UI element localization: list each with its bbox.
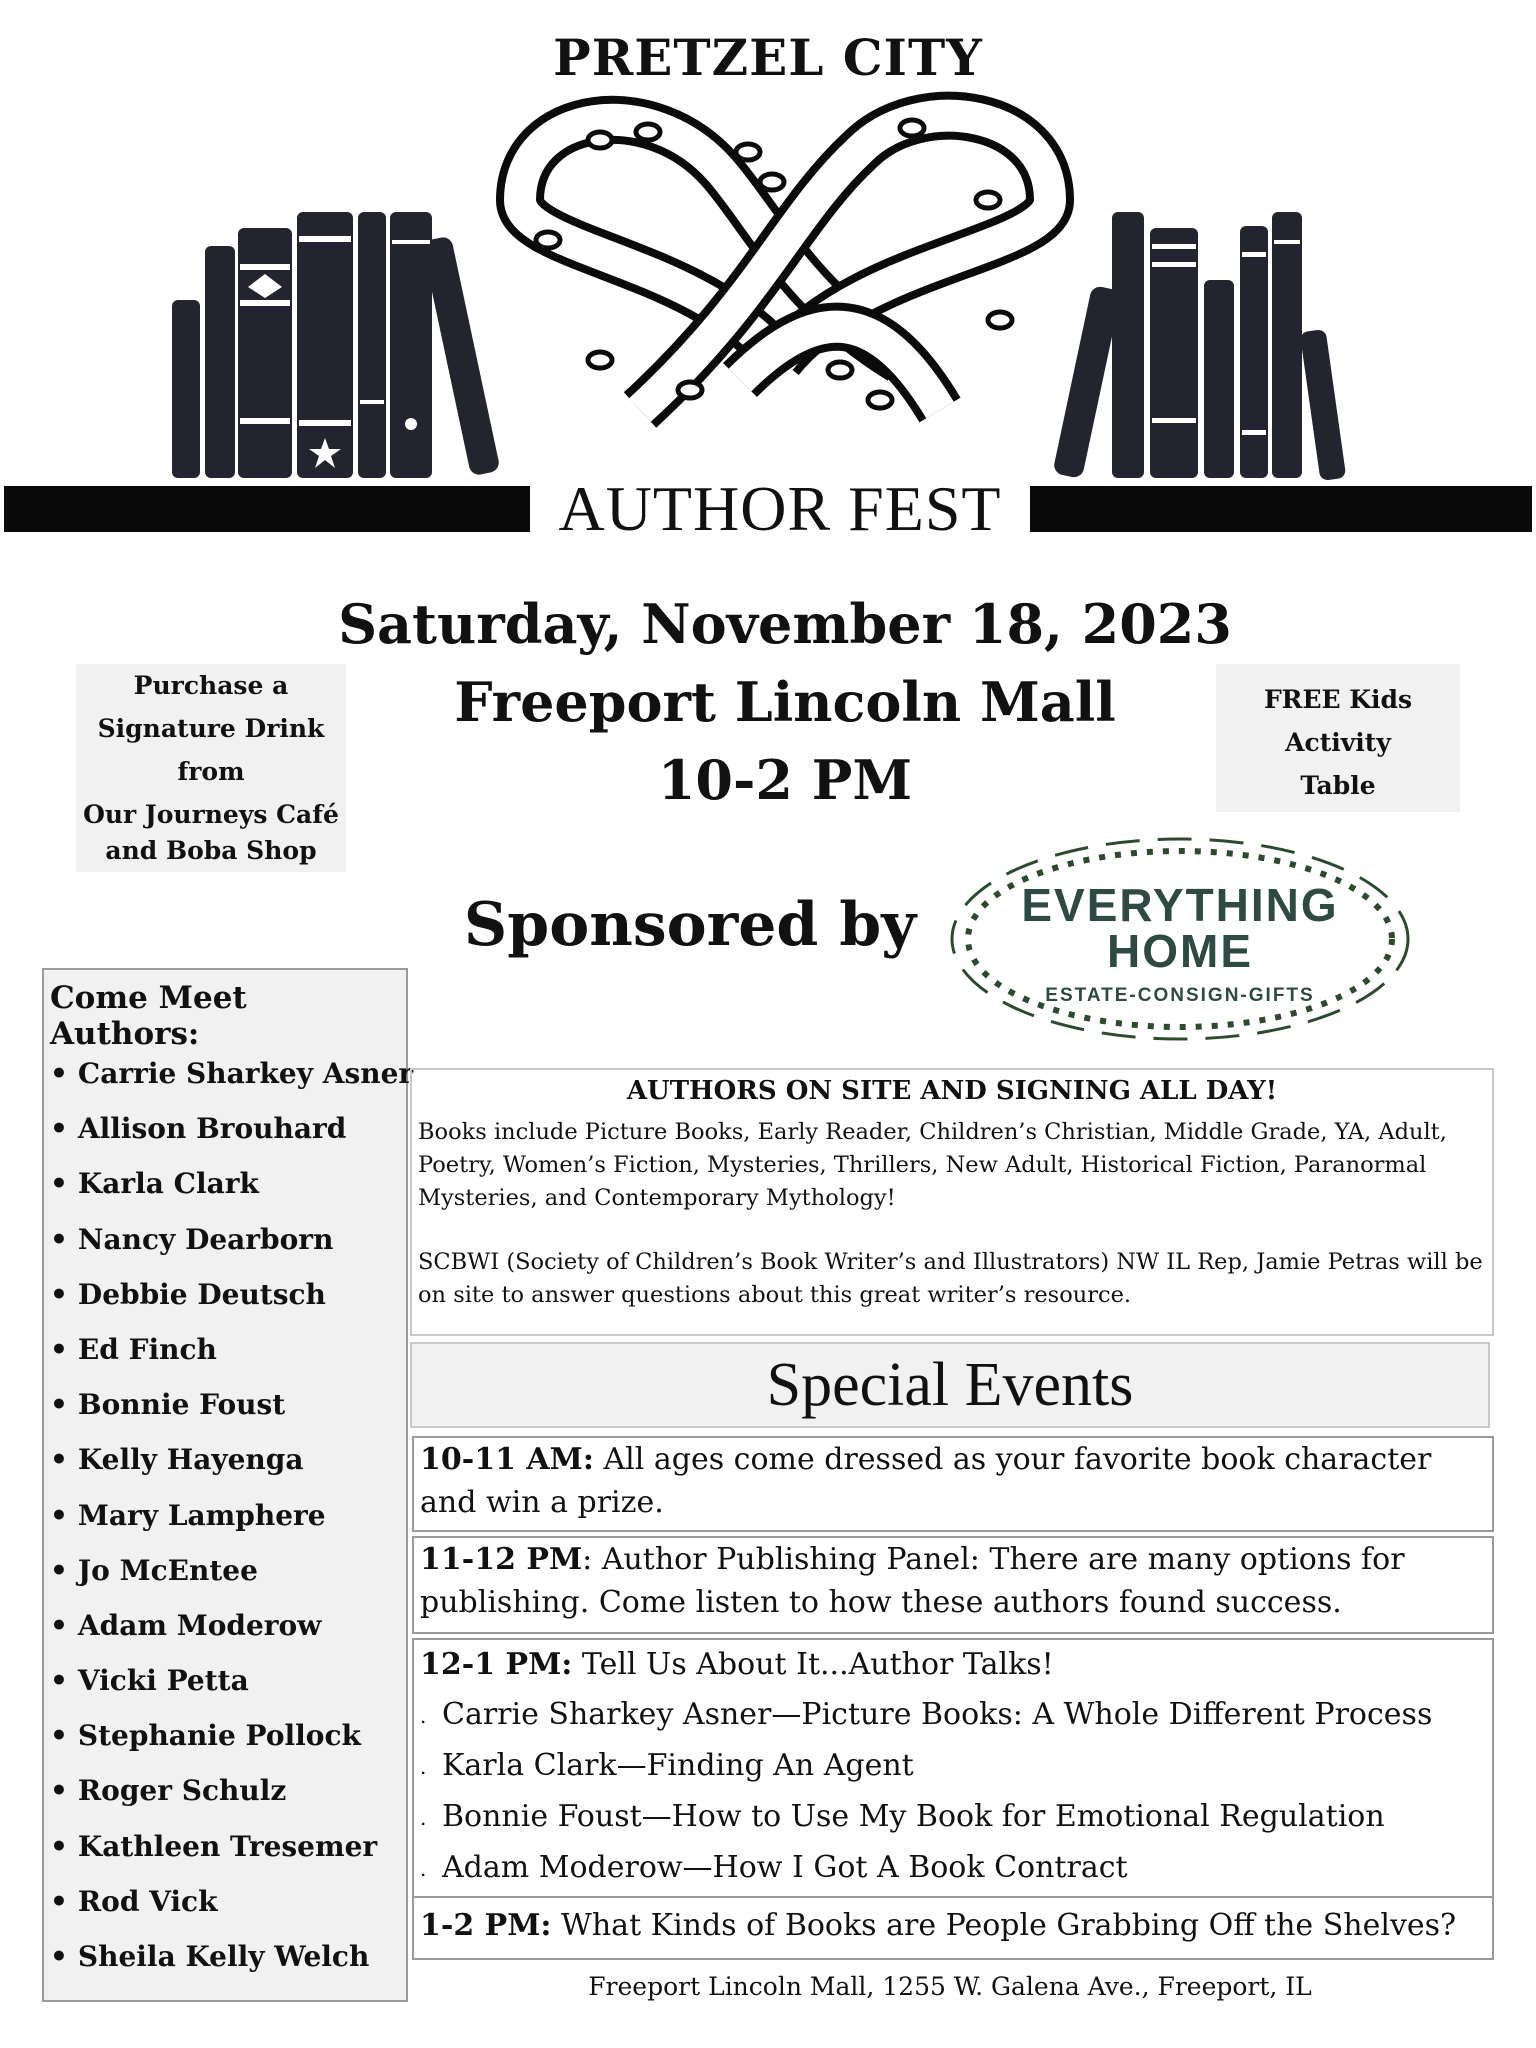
author-name: • Sheila Kelly Welch bbox=[50, 1937, 413, 1992]
event-time-label: 11-12 PM bbox=[420, 1542, 583, 1577]
drink-note-line: Signature Drink bbox=[97, 714, 325, 743]
kids-note-line: Table bbox=[1300, 771, 1376, 800]
pretzel-icon bbox=[520, 116, 1050, 410]
drink-note-line: from bbox=[177, 757, 245, 786]
talk-item: . Bonnie Foust—How to Use My Book for Emotional Regulation bbox=[420, 1799, 1385, 1834]
left-books-icon bbox=[172, 212, 501, 478]
drink-note-line: and Boba Shop bbox=[105, 836, 317, 865]
event-time-label: 12-1 PM: bbox=[420, 1647, 573, 1682]
event-item bbox=[412, 1896, 1494, 1960]
author-name: • Bonnie Foust bbox=[50, 1385, 413, 1440]
author-name: • Debbie Deutsch bbox=[50, 1275, 413, 1330]
event-item bbox=[412, 1436, 1494, 1532]
sponsor-logo-line2: HOME bbox=[1107, 925, 1253, 977]
talk-title: Bonnie Foust—How to Use My Book for Emotional Regulation bbox=[442, 1799, 1385, 1834]
author-name: • Nancy Dearborn bbox=[50, 1220, 413, 1275]
event-description: What Kinds of Books are People Grabbing Off the Shelves? bbox=[551, 1908, 1457, 1943]
venue-address: Freeport Lincoln Mall, 1255 W. Galena Ave., Freeport, IL bbox=[588, 1972, 1312, 2001]
genres-paragraph: Books include Picture Books, Early Reader, Children’s Christian, Middle Grade, YA, Adult, Poetry, Women’s Fiction, Mysteries, Thrillers, New Adult, Historical Fiction, Paranormal Mysteries, and Contemporary Mythology! bbox=[418, 1119, 1447, 1211]
sponsored-by-label: Sponsored by bbox=[463, 890, 917, 960]
sponsor-logo-subtitle: ESTATE-CONSIGN-GIFTS bbox=[1045, 985, 1315, 1006]
kids-note-line: Activity bbox=[1285, 728, 1391, 757]
brand-title-bottom: AUTHOR FEST bbox=[530, 472, 1030, 546]
event-venue: Freeport Lincoln Mall bbox=[454, 670, 1116, 734]
drink-note-line: Purchase a bbox=[133, 671, 289, 700]
author-name: • Rod Vick bbox=[50, 1882, 413, 1937]
scbwi-paragraph: SCBWI (Society of Children’s Book Writer’s and Illustrators) NW IL Rep, Jamie Petras will be on site to answer questions about this great writer’s resource. bbox=[418, 1249, 1483, 1308]
author-name: • Allison Brouhard bbox=[50, 1109, 413, 1164]
authors-list bbox=[50, 1054, 413, 1992]
talk-title: Karla Clark—Finding An Agent bbox=[442, 1748, 914, 1783]
author-name: • Roger Schulz bbox=[50, 1771, 413, 1826]
event-description: All ages come dressed as your favorite book character and win a prize. bbox=[420, 1442, 1432, 1520]
event-description: : Author Publishing Panel: There are many options for publishing. Come listen to how these authors found success. bbox=[420, 1542, 1405, 1620]
talk-title: Carrie Sharkey Asner—Picture Books: A Whole Different Process bbox=[442, 1697, 1433, 1732]
event-item bbox=[412, 1638, 1494, 1898]
event-time-label: 10-11 AM: bbox=[420, 1442, 594, 1477]
brand-title-top: PRETZEL CITY bbox=[553, 28, 983, 87]
author-name: • Carrie Sharkey Asner bbox=[50, 1054, 413, 1109]
signing-info-title: AUTHORS ON SITE AND SIGNING ALL DAY! bbox=[626, 1076, 1278, 1106]
talk-item: . Adam Moderow—How I Got A Book Contract bbox=[420, 1850, 1128, 1885]
sponsor-logo-line1: EVERYTHING bbox=[1021, 879, 1339, 931]
event-date: Saturday, November 18, 2023 bbox=[338, 592, 1232, 656]
drink-note-line: Our Journeys Café bbox=[83, 800, 339, 829]
author-name: • Ed Finch bbox=[50, 1330, 413, 1385]
kids-note-line: FREE Kids bbox=[1263, 685, 1413, 714]
author-name: • Mary Lamphere bbox=[50, 1496, 413, 1551]
author-name: • Stephanie Pollock bbox=[50, 1716, 413, 1771]
signing-info-box bbox=[410, 1068, 1494, 1336]
talk-item: . Carrie Sharkey Asner—Picture Books: A Whole Different Process bbox=[420, 1697, 1433, 1732]
kids-table-note bbox=[1216, 664, 1460, 812]
event-description: Tell Us About It...Author Talks! bbox=[572, 1647, 1054, 1682]
author-name: • Vicki Petta bbox=[50, 1661, 413, 1716]
authors-heading: Come Meet Authors: bbox=[50, 980, 247, 1052]
talk-title: Adam Moderow—How I Got A Book Contract bbox=[442, 1850, 1128, 1885]
author-name: • Adam Moderow bbox=[50, 1606, 413, 1661]
author-name: • Karla Clark bbox=[50, 1164, 413, 1219]
event-item bbox=[412, 1536, 1494, 1634]
event-time-label: 1-2 PM: bbox=[420, 1908, 552, 1943]
event-time: 10-2 PM bbox=[657, 748, 913, 812]
right-books-icon bbox=[1052, 212, 1346, 481]
author-name: • Kathleen Tresemer bbox=[50, 1827, 413, 1882]
special-events-heading: Special Events bbox=[410, 1342, 1490, 1428]
author-name: • Jo McEntee bbox=[50, 1551, 413, 1606]
talk-item: . Karla Clark—Finding An Agent bbox=[420, 1748, 914, 1783]
author-name: • Kelly Hayenga bbox=[50, 1440, 413, 1495]
sponsor-logo-name bbox=[990, 879, 1370, 977]
drink-note bbox=[76, 664, 346, 872]
authors-panel bbox=[42, 968, 414, 2002]
